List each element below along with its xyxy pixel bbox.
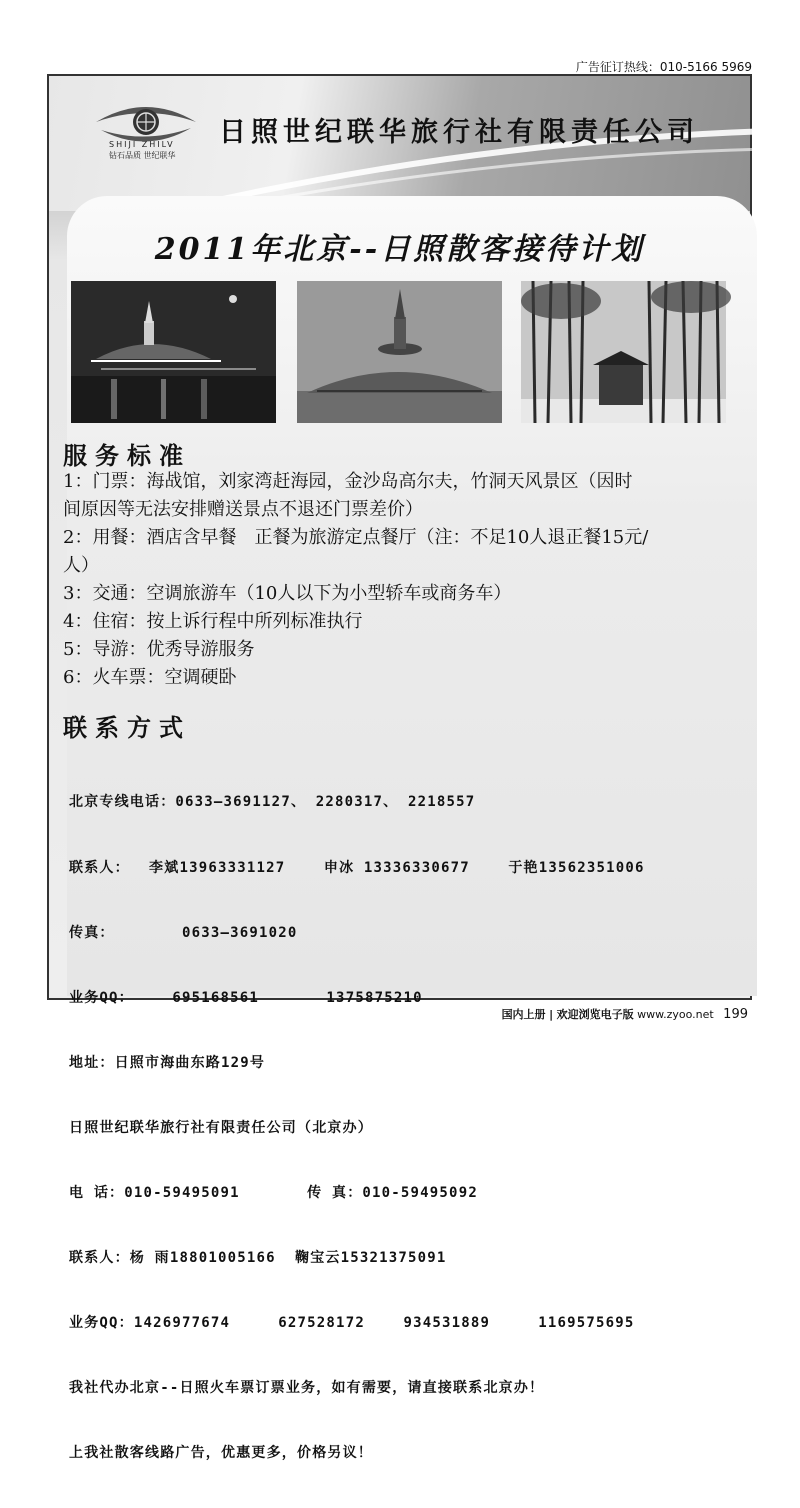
logo-english-text: SHIJI ZHILV [109,140,175,149]
contact-line: 我社代办北京--日照火车票订票业务，如有需要，请直接联系北京办！ [69,1380,545,1397]
night-monument-photo [71,281,276,423]
contact-line: 电 话：010-59495091 传 真：010-59495092 [69,1184,478,1201]
list-item: 3：交通：空调旅游车（10人以下为小型轿车或商务车） [63,583,512,604]
plan-title: 2011年北京--日照散客接待计划 [154,232,645,267]
contact-line: 传真： 0633—3691020 [69,924,298,941]
contact-line: 上我社散客线路广告，优惠更多，价格另议！ [69,1445,373,1462]
service-standard-heading: 服务标准 [63,442,191,470]
contact-line: 业务QQ：1426977674 627528172 934531889 1169575695 [69,1315,635,1332]
day-monument-photo [297,281,502,423]
page-footer [502,1006,748,1022]
list-item: 人） [63,555,99,576]
list-item: 4：住宿：按上诉行程中所列标准执行 [63,611,363,632]
contact-info [69,749,749,1508]
contact-line: 业务QQ： 695168561 1375875210 [69,989,423,1006]
contact-heading: 联系方式 [63,714,191,742]
contact-line: 地址：日照市海曲东路129号 [69,1054,266,1071]
footer-site-link[interactable]: www.zyoo.net [637,1008,714,1021]
bamboo-cabin-photo [521,281,726,423]
list-item: 2：用餐：酒店含早餐 正餐为旅游定点餐厅（注：不足10人退正餐15元/ [63,527,649,548]
contact-line: 北京专线电话：0633—3691127、 2280317、 2218557 [69,794,476,811]
list-item: 1：门票：海战馆，刘家湾赶海园，金沙岛高尔夫，竹洞天风景区（因时 [63,471,633,492]
page-number: 199 [723,1007,748,1022]
contact-line: 联系人： 李斌13963331127 申冰 13336330677 于艳13562351006 [69,859,645,876]
list-item: 6：火车票：空调硬卧 [63,667,237,688]
footer-divider: | [549,1008,554,1021]
list-item: 5：导游：优秀导游服务 [63,639,255,660]
footer-welcome: 欢迎浏览电子版 [556,1008,634,1021]
list-item: 间原因等无法安排赠送景点不退还门票差价） [63,499,423,520]
logo-slogan: 钻石品质 世纪联华 [109,151,176,160]
photo-strip [71,281,726,423]
company-name: 日照世纪联华旅行社有限责任公司 [219,117,699,148]
contact-line: 日照世纪联华旅行社有限责任公司（北京办） [69,1119,373,1136]
ad-hotline: 广告征订热线：010-5166 5969 [575,60,752,74]
footer-section: 国内上册 [501,1008,546,1021]
contact-line: 联系人：杨 雨18801005166 鞠宝云15321375091 [69,1250,447,1267]
service-standard-list [63,468,743,692]
